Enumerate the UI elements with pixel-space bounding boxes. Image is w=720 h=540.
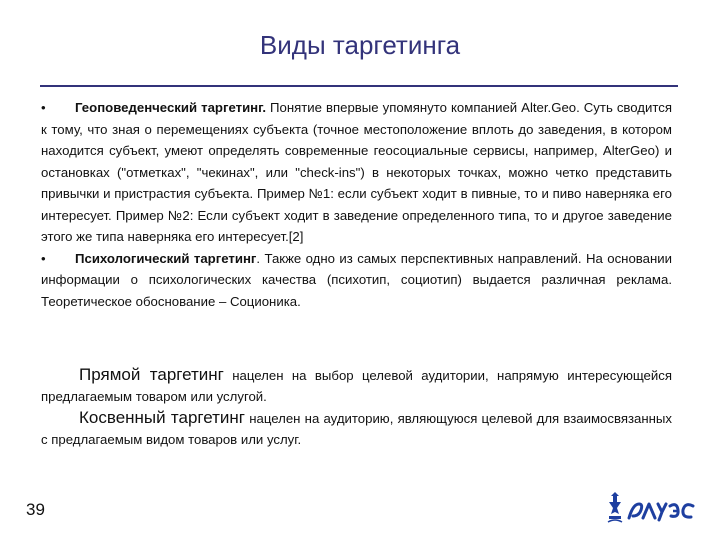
bullet-item-geo (41, 97, 672, 248)
page-number: 39 (26, 500, 45, 519)
title-divider (40, 85, 678, 87)
paragraph-text: нацелен на выбор целевой аудитории, напрямую интересующейся предлагаемым товаром или услугой. (41, 368, 672, 405)
slide-title: Виды таргетинга (259, 30, 461, 60)
bullet-item-psycho (41, 248, 672, 313)
bullet-list (41, 97, 672, 312)
paragraph-indirect-targeting (41, 407, 672, 450)
bullet-term: Геоповеденческий таргетинг. (75, 100, 266, 115)
bullet-term: Психологический таргетинг (75, 250, 257, 266)
bullet-marker: • (41, 250, 46, 266)
bullet-marker: • (41, 100, 46, 115)
paragraph-lead: Косвенный таргетинг (79, 408, 246, 428)
paragraph-text: нацелен на аудиторию, являющуюся целевой для взаимосвязанных с предлагаемым видом товаров или услуг. (41, 411, 673, 448)
bullet-text: Понятие впервые упомянуто компанией Alter.Geo. Суть сводится к тому, что зная о перемещениях субъекта (точное местоположение вплоть до заведения, в котором находится субъект, умеют определять современные геосоциальные сервисы, например, AlterGeo) и остановках ("отметках", "чекинах", или "check-ins") в некоторых точках, можно четко представить привычки и пристрастия субъекта. Пример №1: если субъект ходит в пивные, то и пиво наверняка его интересует. Пример №2: Если субъект ходит в заведение определенного типа, то и другое заведение этого же типа наверняка его интересует.[2] (41, 100, 672, 244)
paragraph-lead: Прямой таргетинг (79, 365, 224, 385)
paragraph-direct-targeting (41, 364, 672, 407)
university-emblem-icon (605, 490, 700, 530)
bullet-text: . Также одно из самых перспективных направлений. На основании информации о психологических качества (психотип, социотип) выдается различная реклама. Теоретическое обоснование – Соционика. (41, 250, 672, 309)
